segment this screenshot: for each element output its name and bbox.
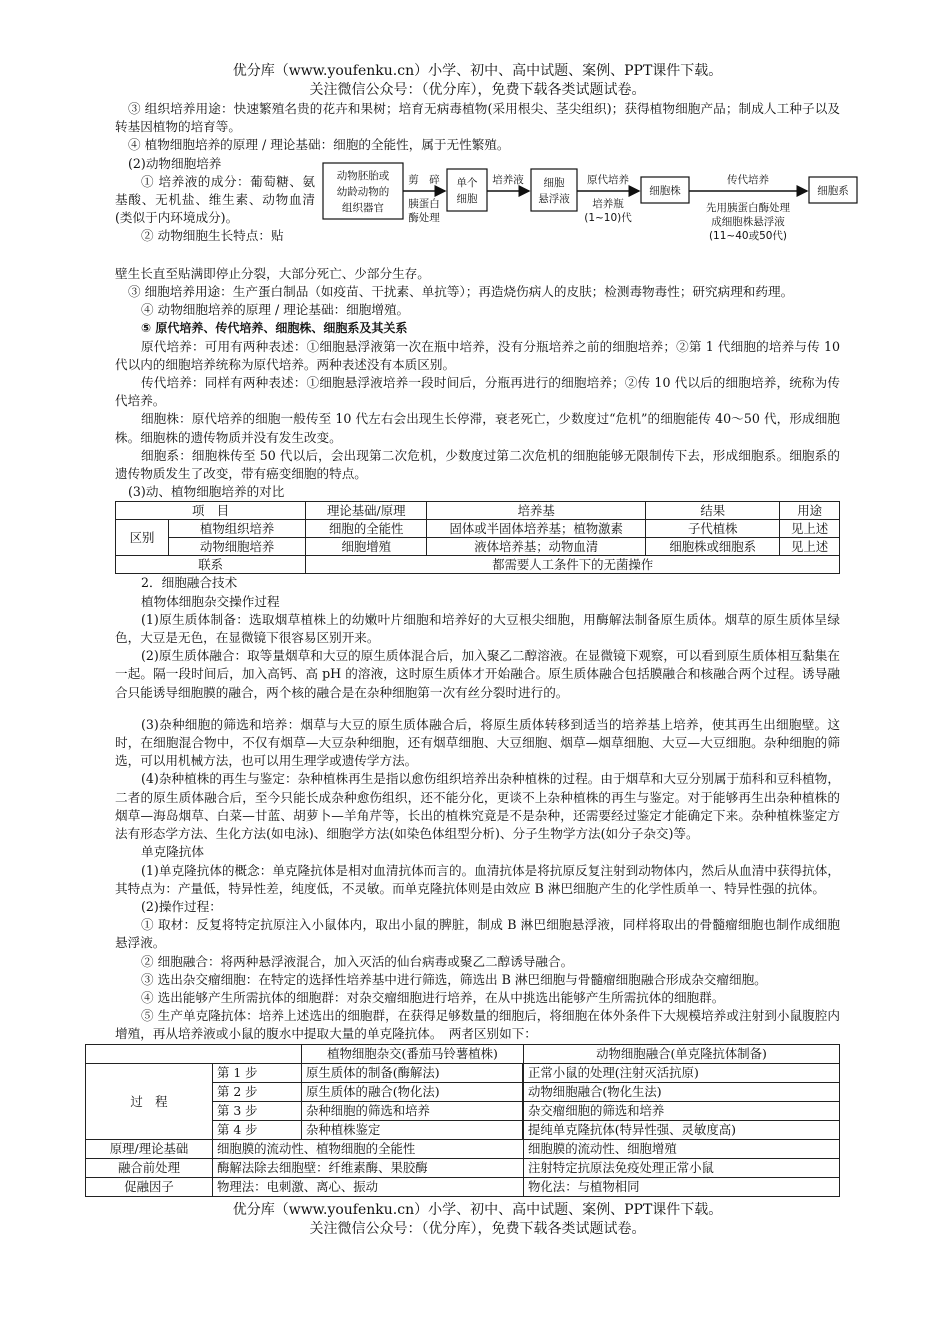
table-row bbox=[116, 556, 840, 574]
fusion-step-1: (1)原生质体制备：选取烟草植株上的幼嫩叶片细胞和培养好的大豆根尖细胞，用酶解法制备原生质体。烟草的原生质体呈绿色，大豆是无色，在显微镜下很容易区别开来。 bbox=[115, 611, 840, 646]
flow-step1-top: 剪 碎 bbox=[408, 173, 440, 186]
animal-culture-title: (2)动物细胞培养 bbox=[128, 155, 222, 171]
table-cell: 注射特定抗原法免疫处理正常小鼠 bbox=[524, 1158, 840, 1177]
growth-feature-start: ② 动物细胞生长特点：贴 bbox=[141, 228, 284, 244]
cell-line: 细胞系：细胞株传至 50 代以后，会出现第二次危机，少数度过第二次危机的细胞能够无限制传下去，形成细胞系。细胞系的遗传物质发生了改变，带有癌变细胞的特点。 bbox=[115, 447, 840, 482]
animal-culture-flowchart bbox=[321, 157, 861, 267]
table-cell: 细胞膜的流动性、植物细胞的全能性 bbox=[213, 1139, 524, 1158]
medium-components: ① 培养液的成分：葡萄糖、氨基酸、无机盐、维生素、动物血清(类似于内环境成分)。 bbox=[115, 173, 315, 226]
mab-step-1: ① 取材：反复将特定抗原注入小鼠体内，取出小鼠的脾脏，制成 B 淋巴细胞悬浮液，同样将取出的骨髓瘤细胞也制作成细胞悬浮液。 bbox=[115, 917, 840, 951]
plant-culture-uses: ③ 组织培养用途：快速繁殖名贵的花卉和果树；培育无病毒植物(采用根尖、茎尖组织)；获得植物细胞产品；制成人工种子以及转基因植物的培育等。 bbox=[115, 101, 840, 135]
table-row bbox=[86, 1063, 840, 1082]
flow-step4-bottom-2: 成细胞株悬浮液 bbox=[711, 215, 785, 228]
table-cell: 联系 bbox=[116, 556, 306, 574]
table-cell: 细胞膜的流动性、细胞增殖 bbox=[524, 1139, 840, 1158]
fusion-comparison-table bbox=[85, 1044, 840, 1197]
table-header-cell: 用途 bbox=[780, 502, 840, 520]
page-footer bbox=[115, 1201, 840, 1239]
fusion-step-2: (2)原生质体融合：取等量烟草和大豆的原生质体混合后，加入聚乙二醇溶液。在显微镜下观察，可以看到原生质体相互黏集在一起。隔一段时间后，加入高钙、高 pH 的溶液，这时原生质体才开始融合。原生质体融合包括膜融合和核融合两个过程。诱导融合只能诱导细胞膜的融合，两个核的融合是在杂种细胞第一次有丝分裂时进行的。 bbox=[115, 648, 840, 700]
fusion-title: 2．细胞融合技术 bbox=[141, 575, 238, 591]
table-cell: 动物细胞培养 bbox=[169, 538, 306, 556]
flow-start-1: 动物胚胎或 bbox=[336, 169, 390, 182]
flow-box3-2: 悬浮液 bbox=[538, 192, 570, 205]
growth-feature-end: 壁生长直至贴满即停止分裂，大部分死亡、少部分生存。 bbox=[115, 265, 430, 281]
flow-step1-bottom-1: 胰蛋白 bbox=[408, 197, 440, 210]
footer-line-1: 优分库（www.youfenku.cn）小学、初中、高中试题、案例、PPT课件下载。 bbox=[232, 1201, 723, 1218]
culture-comparison-table bbox=[115, 501, 840, 574]
table-cell: 见上述 bbox=[780, 520, 840, 538]
table-cell: 区别 bbox=[116, 520, 169, 556]
mab-step-3: ③ 选出杂交瘤细胞：在特定的选择性培养基中进行筛选，筛选出 B 淋巴细胞与骨髓瘤细胞融合形成杂交瘤细胞。 bbox=[141, 971, 767, 987]
table-header-cell: 培养基 bbox=[427, 502, 646, 520]
table-header-cell: 理论基础/原理 bbox=[306, 502, 427, 520]
mab-step-5: ⑤ 生产单克隆抗体：培养上述选出的细胞群，在获得足够数量的细胞后，将细胞在体外条件下大规模培养或注射到小鼠腹腔内增殖，再从培养液或小鼠的腹水中提取大量的单克隆抗体。 两者区别如下： bbox=[115, 1008, 840, 1042]
cell-strain: 细胞株：原代培养的细胞一般传至 10 代左右会出现生长停滞，衰老死亡，少数度过“危机”的细胞能传 40～50 代，形成细胞株。细胞株的遗传物质并没有发生改变。 bbox=[115, 411, 840, 445]
header-line-1: 优分库（www.youfenku.cn）小学、初中、高中试题、案例、PPT课件下载。 bbox=[232, 63, 723, 79]
table-cell: 子代植株 bbox=[646, 520, 780, 538]
table-row bbox=[86, 1044, 840, 1063]
table-header-cell: 结果 bbox=[646, 502, 780, 520]
header-line-2: 关注微信公众号：（优分库），免费下载各类试题试卷。 bbox=[309, 82, 646, 98]
table-cell: 第 2 步 bbox=[213, 1082, 302, 1101]
table-header-cell: 动物细胞融合(单克隆抗体制备) bbox=[524, 1044, 840, 1063]
table-cell: 正常小鼠的处理(注射灭活抗原) bbox=[524, 1063, 840, 1082]
primary-culture: 原代培养：可用有两种表述：①细胞悬浮液第一次在瓶中培养，没有分瓶培养之前的细胞培养；②第 1 代细胞的培养与传 10 代以内的细胞培养统称为原代培养。两种表述没有本质区别。 bbox=[115, 338, 840, 372]
table-cell: 促融因子 bbox=[86, 1177, 213, 1196]
fusion-subtitle: 植物体细胞杂交操作过程 bbox=[141, 593, 280, 609]
animal-culture-principle: ④ 动物细胞培养的原理 / 理论基础：细胞增殖。 bbox=[141, 302, 410, 318]
flow-start-2: 幼龄动物的 bbox=[336, 185, 390, 198]
culture-relations-heading: ⑤ 原代培养、传代培养、细胞株、细胞系及其关系 bbox=[141, 321, 408, 336]
mab-title: 单克隆抗体 bbox=[141, 844, 204, 860]
flow-step1-bottom-2: 酶处理 bbox=[408, 211, 440, 224]
table-cell: 物理法：电刺激、离心、振动 bbox=[213, 1177, 524, 1196]
flow-box2-1: 单个 bbox=[456, 176, 478, 189]
animal-culture-uses: ③ 细胞培养用途：生产蛋白制品（如疫苗、干扰素、单抗等）；再造烧伤病人的皮肤；检测毒物毒性；研究病理和药理。 bbox=[128, 284, 794, 300]
flow-start-3: 组织器官 bbox=[342, 201, 384, 214]
flow-step4-bottom-3: (11~40或50代) bbox=[708, 229, 788, 242]
document-page bbox=[109, 62, 849, 1239]
table-cell: 都需要人工条件下的无菌操作 bbox=[306, 556, 840, 574]
table-cell: 细胞的全能性 bbox=[306, 520, 427, 538]
comparison-title: (3)动、植物细胞培养的对比 bbox=[128, 484, 285, 500]
table-cell: 固体或半固体培养基；植物激素 bbox=[427, 520, 646, 538]
table-cell: 酶解法除去细胞壁：纤维素酶、果胶酶 bbox=[213, 1158, 524, 1177]
table-header-cell: 植物细胞杂交(番茄马铃薯植株) bbox=[302, 1044, 524, 1063]
mab-step-4: ④ 选出能够产生所需抗体的细胞群：对杂交瘤细胞进行培养，在从中挑选出能够产生所需抗体的细胞群。 bbox=[141, 989, 725, 1005]
flow-box2-2: 细胞 bbox=[456, 192, 478, 205]
flow-step3-bottom-2: (1~10)代 bbox=[584, 211, 632, 224]
table-cell: 原理/理论基础 bbox=[86, 1139, 213, 1158]
flow-step3-bottom-1: 培养瓶 bbox=[592, 197, 624, 210]
fusion-step-4: (4)杂种植株的再生与鉴定：杂种植株再生是指以愈伤组织培养出杂种植株的过程。由于烟草和大豆分别属于茄科和豆科植物，二者的原生质体融合后，至今只能长成杂种愈伤组织，还不能分化，更谈不上杂种植株的再生与鉴定。对于能够再生出杂种植株的烟草—海岛烟草、白菜—甘蓝、胡萝卜—羊角芹等，长出的植株究竟是不是杂种，还需要经过鉴定才能确定下来。杂种植株鉴定方法有形态学方法、生化方法(如电泳)、细胞学方法(如染色体组型分析)、分子生物学方法(如分子杂交)等。 bbox=[115, 771, 840, 842]
table-cell: 物化法：与植物相同 bbox=[524, 1177, 840, 1196]
flow-box4: 细胞株 bbox=[649, 184, 681, 197]
table-row bbox=[116, 502, 840, 520]
flow-step2-top: 培养液 bbox=[492, 173, 524, 186]
table-cell: 见上述 bbox=[780, 538, 840, 556]
table-cell: 融合前处理 bbox=[86, 1158, 213, 1177]
mab-step-2: ② 细胞融合：将两种悬浮液混合，加入灭活的仙台病毒或聚乙二醇诱导融合。 bbox=[141, 953, 574, 969]
table-row bbox=[86, 1177, 840, 1196]
table-cell: 杂交瘤细胞的筛选和培养 bbox=[524, 1101, 840, 1120]
table-header-cell: 项 目 bbox=[116, 502, 306, 520]
table-cell: 提纯单克隆抗体(特异性强、灵敏度高) bbox=[524, 1120, 840, 1139]
table-cell: 植物组织培养 bbox=[169, 520, 306, 538]
table-cell: 动物细胞融合(物化生法) bbox=[524, 1082, 840, 1101]
page-header bbox=[115, 62, 840, 100]
table-row bbox=[86, 1139, 840, 1158]
table-cell: 第 1 步 bbox=[213, 1063, 302, 1082]
flow-box3-1: 细胞 bbox=[543, 176, 565, 189]
flow-step3-top: 原代培养 bbox=[587, 173, 629, 186]
subculture: 传代培养：同样有两种表述：①细胞悬浮液培养一段时间后，分瓶再进行的细胞培养；②传 10 代以后的细胞培养，统称为传代培养。 bbox=[115, 375, 840, 409]
mab-process-title: (2)操作过程： bbox=[141, 898, 222, 914]
table-cell: 原生质体的融合(物化法) bbox=[302, 1082, 523, 1101]
table-cell: 液体培养基；动物血清 bbox=[427, 538, 646, 556]
table-cell: 第 4 步 bbox=[213, 1120, 302, 1139]
flow-step4-top: 传代培养 bbox=[727, 173, 769, 186]
footer-line-2: 关注微信公众号：（优分库），免费下载各类试题试卷。 bbox=[309, 1220, 646, 1237]
table-row bbox=[116, 520, 840, 538]
plant-culture-principle: ④ 植物细胞培养的原理 / 理论基础：细胞的全能性，属于无性繁殖。 bbox=[128, 137, 510, 153]
mab-concept: (1)单克隆抗体的概念：单克隆抗体是相对血清抗体而言的。血清抗体是将抗原反复注射到动物体内，然后从血清中获得抗体，其特点为：产量低，特异性差，纯度低，不灵敏。而单克隆抗体则是由效应 B 淋巴细胞产生的化学性质单一、特异性强的抗体。 bbox=[115, 862, 840, 896]
table-cell: 过 程 bbox=[86, 1063, 213, 1139]
animal-culture-section bbox=[115, 169, 849, 265]
table-cell: 细胞株或细胞系 bbox=[646, 538, 780, 556]
flow-box5: 细胞系 bbox=[817, 184, 849, 197]
table-row bbox=[116, 538, 840, 556]
table-cell: 杂种植株鉴定 bbox=[302, 1120, 523, 1139]
table-cell: 杂种细胞的筛选和培养 bbox=[302, 1101, 523, 1120]
flow-step4-bottom-1: 先用胰蛋白酶处理 bbox=[706, 201, 790, 214]
table-cell: 原生质体的制备(酶解法) bbox=[302, 1063, 523, 1082]
table-row bbox=[86, 1158, 840, 1177]
table-cell: 细胞增殖 bbox=[306, 538, 427, 556]
fusion-step-3: (3)杂种细胞的筛选和培养：烟草与大豆的原生质体融合后，将原生质体转移到适当的培养基上培养，使其再生出细胞壁。这时，在细胞混合物中，不仅有烟草—大豆杂种细胞，还有烟草细胞、大豆细胞、烟草—烟草细胞、大豆—大豆细胞。杂种细胞的筛选，可以用机械方法，也可以用生理学或遗传学方法。 bbox=[115, 716, 840, 769]
table-cell: 第 3 步 bbox=[213, 1101, 302, 1120]
